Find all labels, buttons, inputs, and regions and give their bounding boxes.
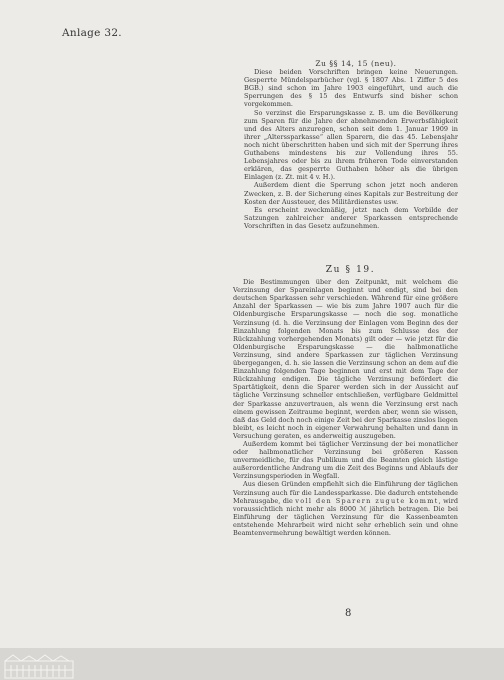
paragraph: Es erscheint zweckmäßig, jetzt nach dem Vorbilde der Satzungen zahlreicher anderer Sparkassen entsprechende Vorschriften in das Gesetz aufzunehmen. bbox=[244, 205, 458, 230]
section-19 bbox=[233, 266, 458, 537]
page-number: 8 bbox=[345, 608, 352, 619]
paragraph: Außerdem dient die Sperrung schon jetzt noch anderen Zwecken, z. B. der Sicherung eines Kapitals zur Bestreitung der Kosten der Aussteuer, des Militärdienstes usw. bbox=[244, 181, 458, 206]
section-14-15 bbox=[244, 60, 458, 230]
annex-label: Anlage 32. bbox=[62, 27, 122, 39]
paragraph bbox=[233, 480, 458, 537]
paragraph-part: Aus diesen Gründen empfiehlt sich die Einführung der täglichen Verzinsung auch für die Landessparkasse. Die dadurch entstehende Mehrausgabe, die bbox=[233, 480, 458, 505]
emphasized-text: voll den Sparern zugute kommt bbox=[295, 496, 439, 505]
paragraph-part: , wird voraussichtlich nicht mehr als 8000 ℳ jährlich betragen. Die bei Einführung der täglichen Verzinsung für die Kassenbeamten entstehende Mehrarbeit wird nicht sehr erheblich sein und ohne Beamtenvermehrung bewältigt werden können. bbox=[233, 496, 458, 537]
section-heading: Zu § 19. bbox=[325, 265, 376, 275]
paragraph: So verzinst die Ersparungskasse z. B. um die Bevölkerung zum Sparen für die Jahre der abnehmenden Erwerbsfähigkeit und des Alters anzuregen, schon seit dem 1. Januar 1909 in ihrer „Alterssparkasse“ allen Sparern, die das 45. Lebensjahr noch nicht überschritten haben und sich mit der Sperrung ihres Guthabens mindestens bis zur Vollendung ihres 55. Lebensjahres oder bis zu ihrem früheren Tode einverstanden erklären, das gesperrte Guthaben höher als die übrigen Einlagen (z. Zt. mit 4 v. H.). bbox=[244, 108, 458, 182]
paragraph: Diese beiden Vorschriften bringen keine Neuerungen. Gesperrte Mündelsparbücher (vgl. § 1807 Abs. 1 Ziffer 5 des BGB.) sind schon im Jahre 1903 eingeführt, und auch die Sperrungen des § 15 des Entwurfs sind bisher schon vorgekommen. bbox=[244, 68, 458, 109]
library-building-logo-icon bbox=[3, 653, 75, 679]
footer-bar bbox=[0, 648, 504, 680]
paragraph bbox=[233, 278, 458, 440]
paragraph-part: Die Bestimmungen über den Zeitpunkt, mit welchem die Verzinsung der Spareinlagen beginnt und endigt, sind bei den deutschen Sparkassen sehr verschieden. Während für eine größere Anzahl der Sparkassen — wie bis zum Jahre 1907 auch für die Oldenburgische Ersparungskasse — noch die sog. monatliche Verzinsung (d. h. die Verzinsung der Einlagen vom Beginn des der Einzahlung folgenden Monats bis zum Schlusse des der Rückzahlung vorhergehenden Monats) gilt oder — wie jetzt für die Oldenburgische Ersparungskasse — die halbmonatliche Verzinsung, sind andere Sparkassen zur täglichen Verzinsung übergegangen, d. h. sie lassen die Verzinsung schon an dem auf die Einzahlung folgenden Tage beginnen und erst mit dem Tage der Rückzahlung endigen. Die tägliche Verzinsung befördert die Spartätigkeit, denn die Sparer werden sich in der Aussicht auf tägliche Verzinsung schneller entschließen, verfügbare Geldmittel der Sparkasse anzuvertrauen, als wenn die Verzinsung erst nach einem gewissen Zeitraume beginnt, werden aber, wenn sie wissen, daß das Geld doch noch einige Zeit bei der Sparkasse zinslos liegen bleibt, es leicht noch in eigener Verwahrung behalten und dann in Versuchung geraten, es anderweitig auszugeben. bbox=[233, 278, 458, 440]
paragraph: Außerdem kommt bei täglicher Verzinsung der bei monatlicher oder halbmonatlicher Verzinsung bei größeren Kassen unvermeidliche, für das Publikum und die Beamten gleich lästige außerordentliche Andrang um die Zeit des Beginns und Ablaufs der Verzinsungsperioden in Wegfall. bbox=[233, 439, 458, 481]
section-heading: Zu §§ 14, 15 (neu). bbox=[315, 59, 397, 68]
